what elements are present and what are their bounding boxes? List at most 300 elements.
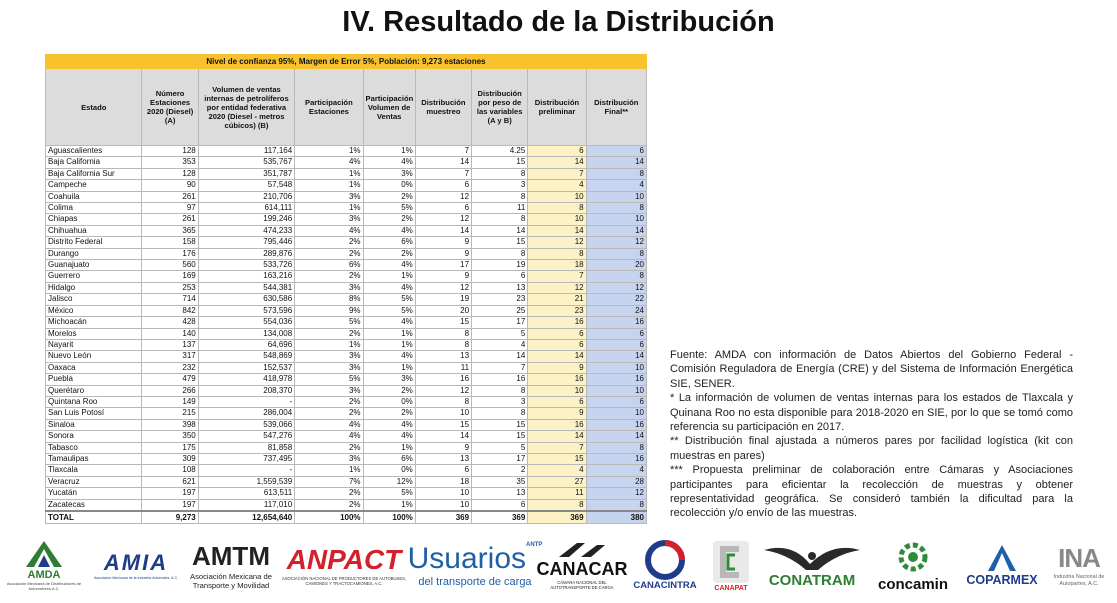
table-row	[46, 431, 647, 442]
table-cell: 4%	[295, 157, 363, 168]
table-cell: 14	[528, 157, 586, 168]
table-cell: 7	[528, 442, 586, 453]
conatram-name: CONATRAM	[768, 571, 856, 589]
table-cell: Campeche	[46, 180, 142, 191]
table-cell: 18	[415, 476, 471, 487]
table-row	[46, 408, 647, 419]
table-cell: 14	[415, 225, 471, 236]
table-cell: 175	[142, 442, 198, 453]
table-cell: 176	[142, 248, 198, 259]
table-cell: 10	[528, 191, 586, 202]
canapat-name: CANAPAT	[714, 584, 748, 592]
table-cell: 4%	[363, 260, 415, 271]
table-cell: 197	[142, 488, 198, 499]
table-cell: 232	[142, 362, 198, 373]
table-cell: 2%	[363, 248, 415, 259]
table-header-row	[46, 69, 647, 146]
table-cell: 6	[415, 180, 471, 191]
table-cell: 4%	[295, 225, 363, 236]
table-cell: 9	[415, 271, 471, 282]
table-cell: Michoacán	[46, 317, 142, 328]
table-cell: 13	[415, 453, 471, 464]
table-cell: 351,787	[198, 168, 294, 179]
table-cell: 14	[528, 225, 586, 236]
amda-subtitle: Asociación Mexicana de Distribuidores de Automotores A.C.	[6, 581, 82, 591]
table-cell: 28	[586, 476, 646, 487]
table-cell: 97	[142, 203, 198, 214]
note-star-2: ** Distribución final ajustada a números pares por facilidad logística (kit con muestras en pares)	[670, 435, 1073, 462]
ina-logo	[1044, 530, 1114, 600]
table-cell: 1%	[363, 271, 415, 282]
table-cell: 10	[586, 408, 646, 419]
table-cell: 17	[472, 317, 528, 328]
table-cell: 479	[142, 374, 198, 385]
table-cell: Baja California Sur	[46, 168, 142, 179]
table-cell: 10	[415, 499, 471, 511]
table-cell: 35	[472, 476, 528, 487]
table-row	[46, 157, 647, 168]
table-cell: 1%	[295, 339, 363, 350]
total-cell: 369	[472, 511, 528, 524]
table-cell: 350	[142, 431, 198, 442]
table-cell: 0%	[363, 396, 415, 407]
table-cell: 2%	[295, 499, 363, 511]
table-cell: México	[46, 305, 142, 316]
table-cell: 9	[415, 248, 471, 259]
table-cell: 1%	[363, 328, 415, 339]
table-cell: 12	[528, 237, 586, 248]
table-cell: 2%	[295, 442, 363, 453]
table-cell: Nuevo León	[46, 351, 142, 362]
table-cell: 2%	[295, 488, 363, 499]
table-cell: Tabasco	[46, 442, 142, 453]
total-cell: 369	[528, 511, 586, 524]
amia-subtitle: Asociación Mexicana de la Industria Automotriz, A.C.	[93, 576, 179, 580]
table-row	[46, 305, 647, 316]
table-cell: 6%	[295, 260, 363, 271]
column-header: Distribución muestreo	[415, 69, 471, 146]
anpact-logo	[276, 530, 412, 600]
usuarios-name: Usuarios	[407, 542, 527, 575]
table-cell: 253	[142, 282, 198, 293]
canapat-logo	[706, 530, 756, 600]
table-cell: 573,596	[198, 305, 294, 316]
table-cell: Veracruz	[46, 476, 142, 487]
table-cell: 12	[586, 237, 646, 248]
table-cell: 261	[142, 214, 198, 225]
table-cell: 14	[528, 431, 586, 442]
table-row	[46, 488, 647, 499]
coparmex-emblem-icon	[986, 543, 1018, 573]
table-cell: 17	[472, 453, 528, 464]
distribution-table	[45, 54, 647, 524]
table-cell: 15	[472, 419, 528, 430]
table-cell: 7	[415, 146, 471, 157]
table-cell: 1%	[295, 465, 363, 476]
table-cell: 3%	[295, 362, 363, 373]
table-cell: 10	[586, 214, 646, 225]
table-cell: 2%	[295, 328, 363, 339]
table-cell: Yucatán	[46, 488, 142, 499]
canacar-emblem-icon	[555, 541, 609, 559]
table-cell: 9	[528, 408, 586, 419]
notes-block	[670, 348, 1073, 521]
table-cell: 14	[415, 431, 471, 442]
canapat-emblem-icon	[711, 539, 751, 585]
table-cell: 6	[415, 465, 471, 476]
amia-logo	[86, 530, 186, 600]
table-cell: 289,876	[198, 248, 294, 259]
table-cell: 4	[586, 465, 646, 476]
table-cell: 22	[586, 294, 646, 305]
table-cell: 1%	[295, 146, 363, 157]
table-cell: 23	[472, 294, 528, 305]
table-cell: 317	[142, 351, 198, 362]
anpact-subtitle: ASOCIACIÓN NACIONAL DE PRODUCTORES DE AUTOBUSES, CAMIONES Y TRACTOCAMIONES, A.C.	[281, 576, 407, 586]
table-cell: 14	[472, 351, 528, 362]
table-cell: 547,276	[198, 431, 294, 442]
table-cell: 286,004	[198, 408, 294, 419]
table-cell: 4%	[363, 157, 415, 168]
table-cell: Zacatecas	[46, 499, 142, 511]
table-cell: 15	[528, 453, 586, 464]
table-cell: 152,537	[198, 362, 294, 373]
table-cell: 554,036	[198, 317, 294, 328]
table-cell: 15	[472, 157, 528, 168]
table-cell: 16	[415, 374, 471, 385]
table-row	[46, 385, 647, 396]
table-cell: Quintana Roo	[46, 396, 142, 407]
table-cell: 6%	[363, 237, 415, 248]
table-cell: 2%	[363, 191, 415, 202]
table-cell: 613,511	[198, 488, 294, 499]
table-cell: Morelos	[46, 328, 142, 339]
table-cell: 16	[586, 374, 646, 385]
table-row	[46, 248, 647, 259]
table-cell: 2%	[295, 408, 363, 419]
table-cell: 8	[472, 408, 528, 419]
table-cell: 13	[415, 351, 471, 362]
table-row	[46, 476, 647, 487]
table-cell: 737,495	[198, 453, 294, 464]
total-cell: 12,654,640	[198, 511, 294, 524]
table-cell: 10	[528, 214, 586, 225]
anpact-name: ANPACT	[286, 544, 402, 575]
table-cell: 2	[472, 465, 528, 476]
table-cell: 12	[415, 214, 471, 225]
table-cell: 8	[472, 214, 528, 225]
table-cell: 17	[415, 260, 471, 271]
table-cell: 12	[586, 488, 646, 499]
table-row	[46, 317, 647, 328]
table-banner: Nivel de confianza 95%, Margen de Error 5%, Población: 9,273 estaciones	[46, 55, 647, 69]
table-cell: 4	[586, 180, 646, 191]
table-cell: Distrito Federal	[46, 237, 142, 248]
eagle-icon	[762, 542, 862, 572]
table-cell: 2%	[295, 271, 363, 282]
table-cell: 210,706	[198, 191, 294, 202]
table-cell: 2%	[363, 214, 415, 225]
table-cell: 8	[415, 339, 471, 350]
column-header: Número Estaciones 2020 (Diesel) (A)	[142, 69, 198, 146]
table-cell: 2%	[295, 396, 363, 407]
table-cell: 6	[586, 328, 646, 339]
table-cell: 81,858	[198, 442, 294, 453]
table-cell: 2%	[295, 248, 363, 259]
total-cell: 100%	[363, 511, 415, 524]
table-cell: Oaxaca	[46, 362, 142, 373]
table-cell: 5%	[363, 305, 415, 316]
amia-name: AMIA	[103, 550, 169, 575]
table-cell: 1%	[363, 362, 415, 373]
table-cell: 4%	[363, 225, 415, 236]
table-cell: 418,978	[198, 374, 294, 385]
table-cell: 20	[415, 305, 471, 316]
table-cell: 16	[586, 453, 646, 464]
table-cell: Guerrero	[46, 271, 142, 282]
column-header: Distribución por peso de las variables (A y B)	[472, 69, 528, 146]
usuarios-badge: ANTP	[526, 542, 543, 548]
table-cell: 6	[528, 146, 586, 157]
table-cell: 560	[142, 260, 198, 271]
table-cell: 15	[472, 237, 528, 248]
table-cell: 3%	[363, 374, 415, 385]
table-row	[46, 271, 647, 282]
table-cell: 3%	[295, 453, 363, 464]
table-cell: Colima	[46, 203, 142, 214]
table-cell: 4%	[363, 431, 415, 442]
table-cell: 27	[528, 476, 586, 487]
table-cell: 163,216	[198, 271, 294, 282]
table-cell: 5%	[295, 317, 363, 328]
table-cell: 6	[472, 271, 528, 282]
table-cell: 10	[415, 408, 471, 419]
table-row	[46, 419, 647, 430]
table-row	[46, 146, 647, 157]
table-cell: 2%	[295, 237, 363, 248]
table-row	[46, 225, 647, 236]
note-star-1: * La información de volumen de ventas internas para los estados de Tlaxcala y Quinana Roo no esta disponible para 2018-2020 en SIE, por lo que se tomó como referencia su participación en 2017.	[670, 392, 1073, 434]
table-row	[46, 260, 647, 271]
table-cell: 8	[472, 191, 528, 202]
table-cell: 2%	[363, 385, 415, 396]
table-cell: 842	[142, 305, 198, 316]
table-cell: 6%	[363, 453, 415, 464]
table-cell: 5%	[363, 203, 415, 214]
amda-emblem-icon	[22, 539, 66, 569]
table-cell: 548,869	[198, 351, 294, 362]
table-cell: 12	[415, 191, 471, 202]
table-cell: 1%	[295, 180, 363, 191]
table-cell: Puebla	[46, 374, 142, 385]
table-cell: 25	[472, 305, 528, 316]
table-cell: 19	[415, 294, 471, 305]
column-header: Distribución preliminar	[528, 69, 586, 146]
table-cell: 5%	[295, 374, 363, 385]
table-cell: 266	[142, 385, 198, 396]
table-cell: 428	[142, 317, 198, 328]
table-row	[46, 168, 647, 179]
note-star-3: *** Propuesta preliminar de colaboración entre Cámaras y Asociaciones participantes para eficientar la recolección de muestras y obtener representatividad geográfica. Se consideró también la dificultad para la recolección y/o envío de las muestras.	[670, 464, 1073, 520]
table-cell: 533,726	[198, 260, 294, 271]
table-row	[46, 294, 647, 305]
table-row	[46, 282, 647, 293]
table-cell: 5%	[363, 488, 415, 499]
table-cell: 8	[586, 203, 646, 214]
table-cell: Guanajuato	[46, 260, 142, 271]
table-cell: 1%	[363, 146, 415, 157]
table-cell: 1%	[363, 339, 415, 350]
table-cell: 8	[472, 168, 528, 179]
canacar-subtitle: CÁMARA NACIONAL DEL AUTOTRANSPORTE DE CARGA	[550, 579, 614, 590]
table-total-row	[46, 511, 647, 524]
table-cell: 8	[528, 499, 586, 511]
table-cell: 5	[472, 442, 528, 453]
table-cell: 208,370	[198, 385, 294, 396]
table-cell: 108	[142, 465, 198, 476]
table-cell: Aguascalientes	[46, 146, 142, 157]
canacar-name: CANACAR	[536, 558, 628, 579]
table-cell: 16	[586, 317, 646, 328]
logo-strip	[0, 530, 1117, 603]
table-row	[46, 328, 647, 339]
table-cell: -	[198, 465, 294, 476]
table-cell: 1%	[295, 168, 363, 179]
table-cell: Sonora	[46, 431, 142, 442]
table-row	[46, 453, 647, 464]
conatram-logo	[758, 530, 866, 600]
table-cell: 14	[586, 225, 646, 236]
table-cell: 630,586	[198, 294, 294, 305]
table-cell: 90	[142, 180, 198, 191]
table-cell: 128	[142, 168, 198, 179]
table-cell: 11	[528, 488, 586, 499]
table-cell: 9	[415, 442, 471, 453]
table-cell: 535,767	[198, 157, 294, 168]
table-cell: 7	[528, 271, 586, 282]
table-cell: 614,111	[198, 203, 294, 214]
table-cell: 6	[528, 339, 586, 350]
column-header: Participación Estaciones	[295, 69, 363, 146]
table-cell: 6	[586, 146, 646, 157]
table-cell: 10	[586, 362, 646, 373]
table-cell: 9%	[295, 305, 363, 316]
table-cell: 57,548	[198, 180, 294, 191]
table-cell: 11	[472, 203, 528, 214]
table-cell: 12	[415, 385, 471, 396]
table-row	[46, 499, 647, 511]
table-cell: 714	[142, 294, 198, 305]
table-cell: Nayarit	[46, 339, 142, 350]
table-cell: 137	[142, 339, 198, 350]
table-cell: 621	[142, 476, 198, 487]
table-cell: 1%	[363, 499, 415, 511]
table-cell: 398	[142, 419, 198, 430]
table-row	[46, 362, 647, 373]
ina-name: INA	[1058, 543, 1100, 573]
table-cell: 3%	[295, 351, 363, 362]
table-cell: Tamaulipas	[46, 453, 142, 464]
table-cell: San Luis Potosí	[46, 408, 142, 419]
amda-logo	[6, 530, 82, 600]
table-cell: 10	[415, 488, 471, 499]
table-cell: 4.25	[472, 146, 528, 157]
table-cell: 6	[472, 499, 528, 511]
table-cell: 18	[528, 260, 586, 271]
table-row	[46, 396, 647, 407]
table-cell: 8	[472, 385, 528, 396]
total-cell: 369	[415, 511, 471, 524]
table-cell: -	[198, 396, 294, 407]
amtm-subtitle: Asociación Mexicana de Transporte y Movilidad	[190, 571, 272, 590]
table-cell: 8	[586, 248, 646, 259]
table-cell: 1,559,539	[198, 476, 294, 487]
table-cell: 19	[472, 260, 528, 271]
table-cell: Coahuila	[46, 191, 142, 202]
table-cell: 7	[415, 168, 471, 179]
canacintra-logo	[626, 530, 704, 600]
concamin-logo	[866, 530, 960, 600]
table-cell: 3	[472, 396, 528, 407]
table-row	[46, 442, 647, 453]
canacintra-emblem-icon	[645, 540, 685, 580]
table-cell: 8	[586, 168, 646, 179]
table-cell: 261	[142, 191, 198, 202]
table-cell: Baja California	[46, 157, 142, 168]
table-cell: 199,246	[198, 214, 294, 225]
total-cell: 100%	[295, 511, 363, 524]
table-cell: 3%	[295, 191, 363, 202]
amtm-name: AMTM	[192, 540, 270, 571]
table-cell: 4%	[363, 419, 415, 430]
table-cell: 128	[142, 146, 198, 157]
table-cell: 14	[586, 431, 646, 442]
table-cell: 2%	[363, 408, 415, 419]
table-cell: 8	[586, 499, 646, 511]
table-cell: 3%	[295, 214, 363, 225]
table-cell: Sinaloa	[46, 419, 142, 430]
table-cell: 8	[586, 271, 646, 282]
table-cell: 795,446	[198, 237, 294, 248]
table-cell: 8	[586, 442, 646, 453]
table-cell: 117,010	[198, 499, 294, 511]
table-cell: 4%	[295, 431, 363, 442]
table-cell: 4	[472, 339, 528, 350]
table-cell: 13	[472, 488, 528, 499]
table-row	[46, 191, 647, 202]
table-cell: 365	[142, 225, 198, 236]
table-cell: Chihuahua	[46, 225, 142, 236]
table-row	[46, 351, 647, 362]
table-cell: 8	[472, 248, 528, 259]
table-cell: 23	[528, 305, 586, 316]
table-row	[46, 214, 647, 225]
table-cell: 0%	[363, 465, 415, 476]
table-cell: 14	[528, 351, 586, 362]
table-cell: 16	[472, 374, 528, 385]
table-cell: 9	[415, 237, 471, 248]
note-source: Fuente: AMDA con información de Datos Abiertos del Gobierno Federal - Comisión Reguladora de Energía (CRE) y del Sistema de Información Energética SIE, SENER.	[670, 349, 1073, 390]
table-cell: 8%	[295, 294, 363, 305]
table-cell: 5	[472, 328, 528, 339]
table-cell: 4	[528, 180, 586, 191]
concamin-name: concamin	[877, 575, 949, 593]
table-cell: 24	[586, 305, 646, 316]
table-cell: 353	[142, 157, 198, 168]
table-row	[46, 465, 647, 476]
table-cell: 15	[472, 431, 528, 442]
table-cell: 12	[586, 282, 646, 293]
